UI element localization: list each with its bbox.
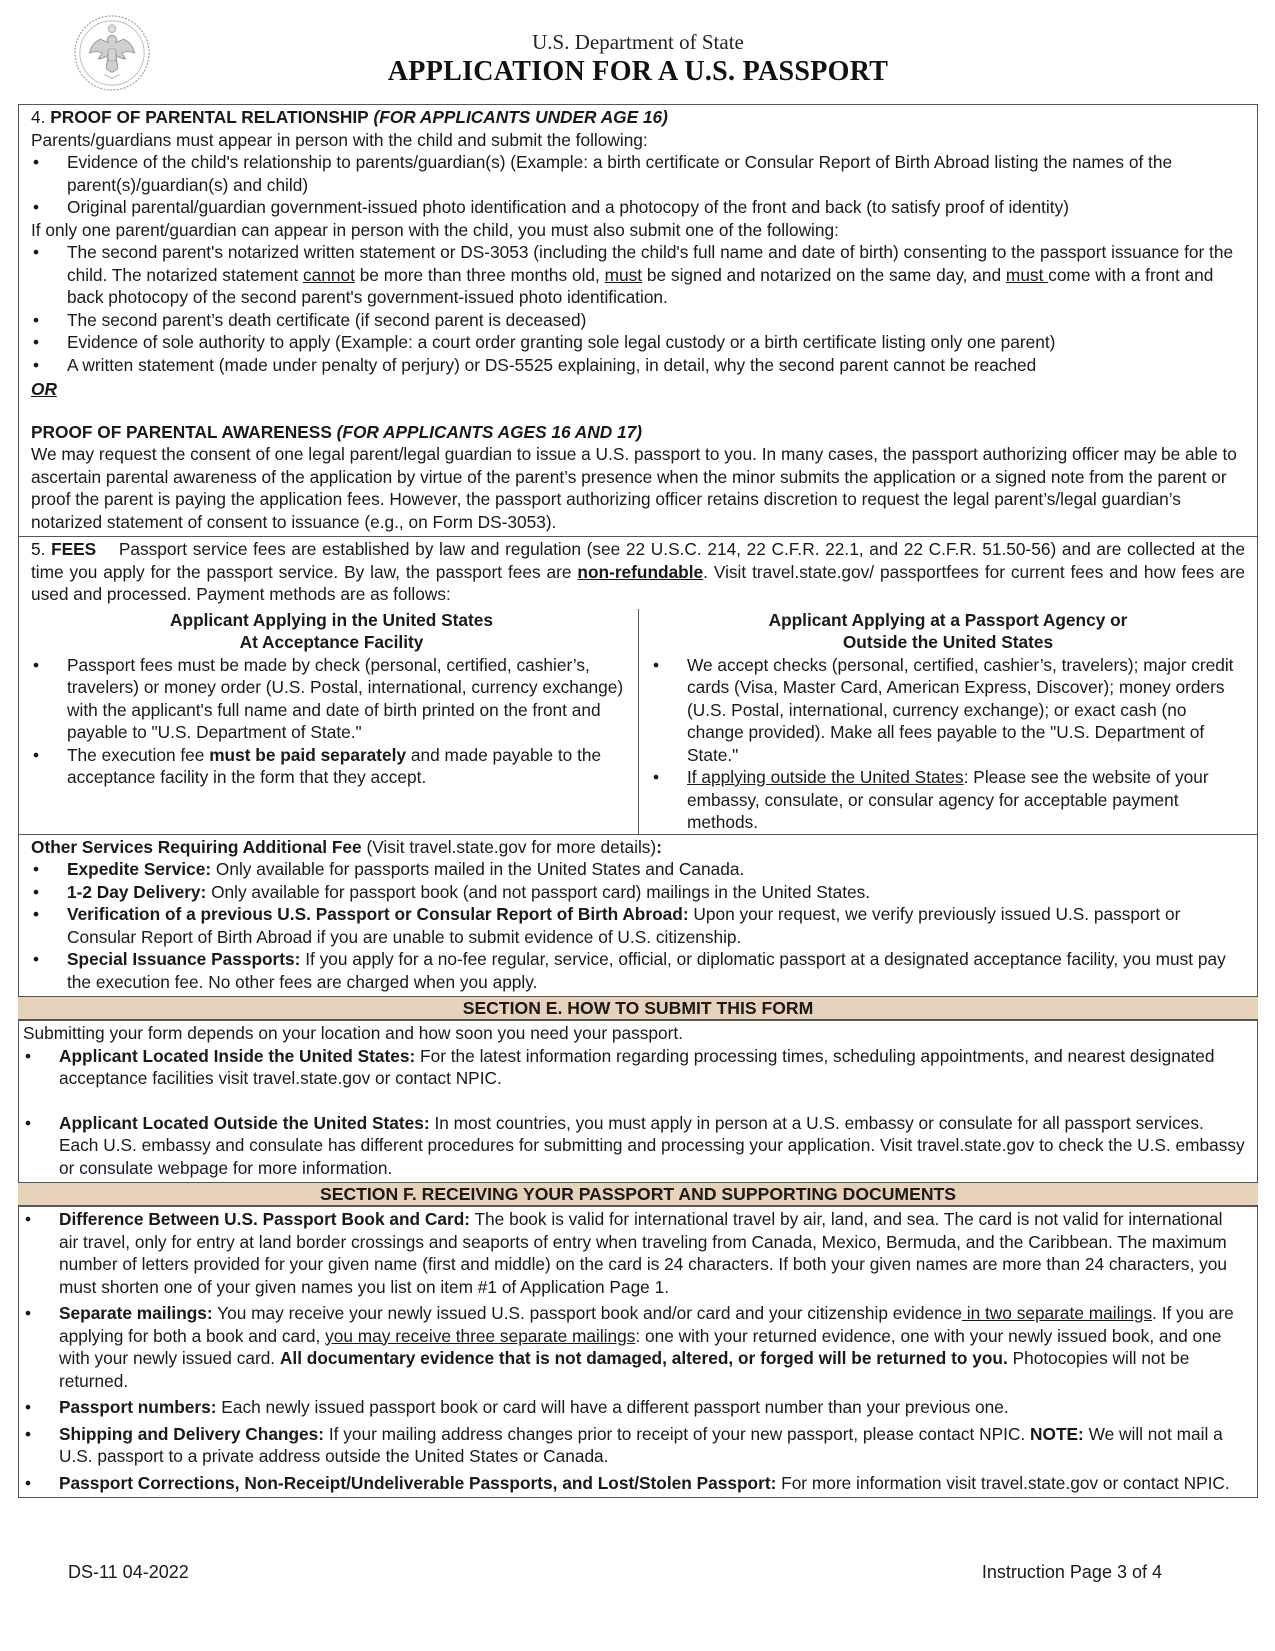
section-5-fees — [18, 536, 1258, 834]
list-item: • Passport numbers: Each newly issued passport book or card will have a different passport number than your previous one. — [23, 1396, 1245, 1419]
column-heading: Applicant Applying at a Passport Agency or Outside the United States — [768, 609, 1128, 652]
list-item: • 1-2 Day Delivery: Only available for passport book (and not passport card) mailings in the United States. — [31, 881, 1245, 904]
bullet-list — [31, 654, 632, 789]
column-heading: Applicant Applying in the United States At Acceptance Facility — [170, 609, 493, 652]
bullet-list — [23, 1208, 1245, 1494]
bullet-list — [651, 654, 1245, 834]
fees-title: FEES — [51, 539, 97, 559]
department-name: U.S. Department of State — [532, 30, 744, 54]
list-item: • Shipping and Delivery Changes: If your mailing address changes prior to receipt of your new passport, please contact NPIC. NOTE: We will not mail a U.S. passport to a private address outside the United States or Canada. — [23, 1423, 1245, 1468]
list-item: • Applicant Located Inside the United States: For the latest information regarding processing times, scheduling appointments, and nearest designated acceptance facilities visit travel.state.gov or contact NPIC. — [23, 1045, 1245, 1090]
list-item-notarized-statement: • The second parent's notarized written statement or DS-3053 (including the child's full name and date of birth) consenting to the passport issuance for the child. The notarized statement cannot be more than three months old, must be signed and notarized on the same day, and must come with a front and back photocopy of the second parent's government-issued photo identification. — [31, 241, 1245, 309]
list-item: • Evidence of the child's relationship to parents/guardian(s) (Example: a birth certificate or Consular Report of Birth Abroad listing the names of the parent(s)/guardian(s) and child) — [31, 151, 1245, 196]
section-qualifier: (FOR APPLICANTS UNDER AGE 16) — [373, 107, 668, 127]
other-services-heading: Other Services Requiring Additional Fee (Visit travel.state.gov for more details): — [31, 836, 662, 857]
section-e-heading: SECTION E. HOW TO SUBMIT THIS FORM — [18, 996, 1258, 1020]
bullet-list — [31, 858, 1245, 993]
section-e-body — [18, 1020, 1258, 1182]
list-item: • Separate mailings: You may receive your newly issued U.S. passport book and/or card and your citizenship evidence in two separate mailings. If you are applying for both a book and card, you may receive three separate mailings: one with your returned evidence, one with your newly issued book, and one with your newly issued card. All documentary evidence that is not damaged, altered, or forged will be returned to you. Photocopies will not be returned. — [23, 1302, 1245, 1392]
fees-intro: 5. FEES Passport service fees are established by law and regulation (see 22 U.S.C. 214, 22 C.F.R. 22.1, and 22 C.F.R. 51.50-56) and are collected at the time you apply for the passport service. By law, the passport fees are non-refundable. Visit travel.state.gov/ passportfees for current fees and how fees are used and processed. Payment methods are as follows: — [31, 539, 1245, 604]
awareness-title: PROOF OF PARENTAL AWARENESS — [31, 421, 332, 442]
list-item: • Verification of a previous U.S. Passport or Consular Report of Birth Abroad: Upon your request, we verify previously issued U.S. passport or Consular Report of Birth Abroad if you are unable to submit evidence of U.S. citizenship. — [31, 903, 1245, 948]
list-item: • Passport fees must be made by check (personal, certified, cashier’s, travelers) or money order (U.S. Postal, international, currency exchange) with the applicant's full name and date of birth printed on the front and payable to "U.S. Department of State." — [31, 654, 632, 744]
list-item: • If applying outside the United States: Please see the website of your embassy, consulate, or consular agency for acceptable payment methods. — [651, 766, 1245, 834]
or-divider: OR — [31, 379, 57, 399]
list-item: • Applicant Located Outside the United States: In most countries, you must apply in person at a U.S. embassy or consulate for all passport services. Each U.S. embassy and consulate has different procedures for submitting and processing your application. Visit travel.state.gov to check the U.S. embassy or consulate webpage for more information. — [23, 1112, 1245, 1180]
section-4-heading — [31, 106, 1245, 129]
section-f-heading: SECTION F. RECEIVING YOUR PASSPORT AND SUPPORTING DOCUMENTS — [18, 1182, 1258, 1206]
payment-columns — [19, 609, 1257, 834]
page — [18, 0, 1258, 1651]
awareness-qualifier: (FOR APPLICANTS AGES 16 AND 17) — [336, 421, 642, 442]
list-item: • Passport Corrections, Non-Receipt/Undeliverable Passports, and Lost/Stolen Passport: For more information visit travel.state.gov or contact NPIC. — [23, 1472, 1245, 1495]
intro-text: If only one parent/guardian can appear in person with the child, you must also submit one of the following: — [31, 219, 839, 240]
awareness-text: We may request the consent of one legal parent/legal guardian to issue a U.S. passport to you. In many cases, the passport authorizing officer may be able to ascertain parental awareness of the application by virtue of the parent’s presence when the minor submits the application or a signed note from the parent or proof the parent is paying the application fees. However, the passport authorizing officer retains discretion to request the legal parent’s/legal guardian’s notarized statement of consent to issuance (e.g., on Form DS-3053). — [31, 444, 1237, 532]
list-item: • Evidence of sole authority to apply (Example: a court order granting sole legal custody or a birth certificate listing only one parent) — [31, 331, 1245, 354]
other-services — [18, 834, 1258, 997]
section-number: 4. — [31, 107, 46, 127]
list-item: • We accept checks (personal, certified, cashier’s, travelers); major credit cards (Visa, Master Card, American Express, Discover); money orders (U.S. Postal, international, currency exchange); or exact cash (no change provided). Make all fees payable to the "U.S. Department of State." — [651, 654, 1245, 767]
list-item: • Expedite Service: Only available for passports mailed in the United States and Canada. — [31, 858, 1245, 881]
column-acceptance-facility — [19, 609, 638, 834]
list-item: • The second parent’s death certificate (if second parent is deceased) — [31, 309, 1245, 332]
intro-text: Parents/guardians must appear in person with the child and submit the following: — [31, 129, 648, 150]
section-4-parental-relationship — [18, 104, 1258, 536]
parental-awareness-heading — [31, 421, 1245, 444]
form-id: DS-11 04-2022 — [68, 1562, 189, 1582]
non-refundable-label: non-refundable — [577, 561, 704, 582]
bullet-list — [31, 241, 1245, 376]
page-number: Instruction Page 3 of 4 — [981, 1562, 1162, 1582]
form-title: APPLICATION FOR A U.S. PASSPORT — [387, 56, 889, 87]
list-item: • A written statement (made under penalty of perjury) or DS-5525 explaining, in detail, why the second parent cannot be reached — [31, 354, 1245, 377]
list-item: • The execution fee must be paid separately and made payable to the acceptance facility in the form that they accept. — [31, 744, 632, 789]
form-header — [18, 0, 1258, 104]
list-item: • Difference Between U.S. Passport Book and Card: The book is valid for international travel by air, land, and sea. The card is not valid for international air travel, only for entry at land border crossings and seaports of entry when traveling from Canada, Mexico, Bermuda, and the Caribbean. The maximum number of letters provided for your given name (first and middle) on the card is 24 characters. If both your given names are more than 24 characters, you must shorten one of your given names you list on item #1 of Application Page 1. — [23, 1208, 1245, 1298]
section-f-body — [18, 1206, 1258, 1498]
bullet-list — [23, 1045, 1245, 1180]
list-item: • Original parental/guardian government-issued photo identification and a photocopy of the front and back (to satisfy proof of identity) — [31, 196, 1245, 219]
bullet-list — [31, 151, 1245, 219]
list-item: • Special Issuance Passports: If you apply for a no-fee regular, service, official, or diplomatic passport at a designated acceptance facility, you must pay the execution fee. No other fees are charged when you apply. — [31, 948, 1245, 993]
section-title: PROOF OF PARENTAL RELATIONSHIP — [50, 107, 369, 127]
intro-text: Submitting your form depends on your location and how soon you need your passport. — [23, 1023, 683, 1043]
column-passport-agency — [638, 609, 1257, 834]
